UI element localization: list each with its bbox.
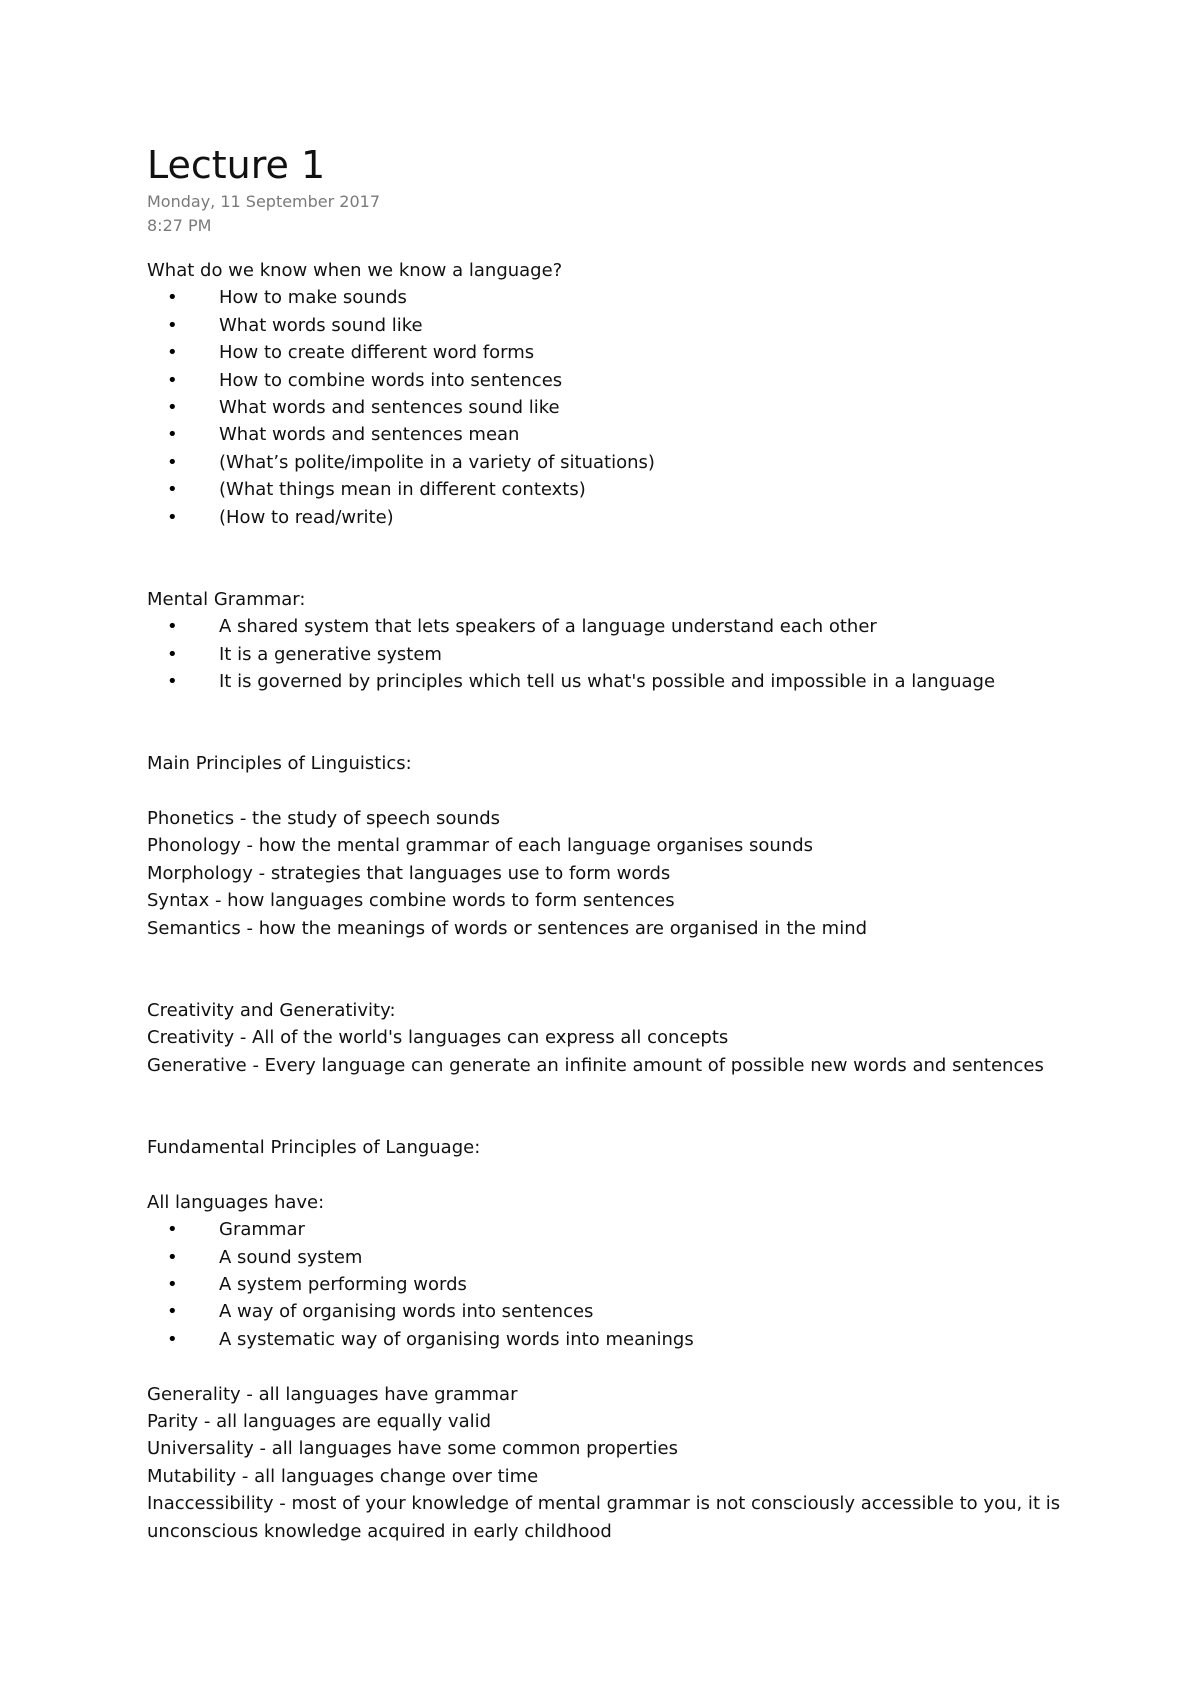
- bullet-list-know-language: [147, 284, 1087, 531]
- list-item: [147, 367, 1087, 394]
- definition-line: Phonetics - the study of speech sounds: [147, 808, 500, 830]
- definition-line: Inaccessibility - most of your knowledge of mental grammar is not consciously accessible to you, it is unconscious knowledge acquired in early childhood: [147, 1493, 1061, 1542]
- list-item: [147, 312, 1087, 339]
- definition-line: Parity - all languages are equally valid: [147, 1410, 492, 1432]
- list-item-text: A way of organising words into sentences: [219, 1301, 594, 1323]
- spacer: [147, 531, 1087, 586]
- list-item-text: What words sound like: [219, 314, 423, 336]
- bullet-icon: •: [167, 1246, 178, 1268]
- definition-line: Semantics - how the meanings of words or sentences are organised in the mind: [147, 917, 868, 939]
- bullet-list-mental-grammar: [147, 613, 1087, 695]
- list-item-text: How to combine words into sentences: [219, 369, 563, 391]
- page-content: [147, 140, 1087, 1545]
- list-item: [147, 1298, 1087, 1325]
- definition-line: Creativity - All of the world's languages can express all concepts: [147, 1027, 729, 1049]
- list-item-text: A system performing words: [219, 1273, 467, 1295]
- bullet-icon: •: [167, 671, 178, 693]
- bullet-icon: •: [167, 643, 178, 665]
- list-item: [147, 504, 1087, 531]
- bullet-icon: •: [167, 1328, 178, 1350]
- section-heading-creativity: Creativity and Generativity:: [147, 999, 396, 1021]
- list-item: [147, 339, 1087, 366]
- bullet-icon: •: [167, 479, 178, 501]
- definition-line: Syntax - how languages combine words to form sentences: [147, 890, 675, 912]
- section-heading-mental-grammar: Mental Grammar:: [147, 588, 306, 610]
- list-item-text: It is a generative system: [219, 643, 442, 665]
- list-item-text: (What’s polite/impolite in a variety of situations): [219, 451, 655, 473]
- definition-line: Generative - Every language can generate an infinite amount of possible new words and sentences: [147, 1054, 1044, 1076]
- list-item-text: A shared system that lets speakers of a language understand each other: [219, 616, 877, 638]
- spacer: [147, 1353, 1087, 1380]
- section-heading-principles-linguistics: Main Principles of Linguistics:: [147, 753, 412, 775]
- page-date: Monday, 11 September 2017: [147, 192, 381, 211]
- list-item: [147, 1244, 1087, 1271]
- bullet-icon: •: [167, 287, 178, 309]
- list-item: [147, 284, 1087, 311]
- bullet-icon: •: [167, 314, 178, 336]
- list-item-text: A systematic way of organising words into meanings: [219, 1328, 694, 1350]
- spacer: [147, 1079, 1087, 1134]
- list-item-text: Grammar: [219, 1219, 305, 1241]
- spacer: [147, 1161, 1087, 1188]
- spacer: [147, 778, 1087, 805]
- section-heading-fundamental: Fundamental Principles of Language:: [147, 1136, 481, 1158]
- page-title: Lecture 1: [147, 143, 326, 187]
- bullet-icon: •: [167, 451, 178, 473]
- bullet-icon: •: [167, 1273, 178, 1295]
- list-item: [147, 1271, 1087, 1298]
- bullet-icon: •: [167, 397, 178, 419]
- list-item: [147, 476, 1087, 503]
- bullet-icon: •: [167, 506, 178, 528]
- definition-line: Mutability - all languages change over time: [147, 1465, 539, 1487]
- bullet-icon: •: [167, 1301, 178, 1323]
- bullet-icon: •: [167, 424, 178, 446]
- bullet-icon: •: [167, 616, 178, 638]
- list-item-text: What words and sentences sound like: [219, 397, 560, 419]
- list-item: [147, 1216, 1087, 1243]
- spacer: [147, 695, 1087, 750]
- list-item-text: How to create different word forms: [219, 342, 535, 364]
- list-item-text: A sound system: [219, 1246, 363, 1268]
- list-item: [147, 641, 1087, 668]
- list-item-text: What words and sentences mean: [219, 424, 520, 446]
- list-item: [147, 1326, 1087, 1353]
- bullet-icon: •: [167, 369, 178, 391]
- list-item-text: How to make sounds: [219, 287, 407, 309]
- definition-line: Generality - all languages have grammar: [147, 1383, 518, 1405]
- list-item: [147, 668, 1087, 695]
- page-meta: [147, 190, 1087, 238]
- list-item-text: It is governed by principles which tell us what's possible and impossible in a language: [219, 671, 996, 693]
- bullet-icon: •: [167, 1219, 178, 1241]
- definition-line: Phonology - how the mental grammar of each language organises sounds: [147, 835, 814, 857]
- page-time: 8:27 PM: [147, 216, 212, 235]
- section-subheading-all-languages: All languages have:: [147, 1191, 325, 1213]
- list-item-text: (What things mean in different contexts): [219, 479, 586, 501]
- list-item: [147, 394, 1087, 421]
- bullet-icon: •: [167, 342, 178, 364]
- bullet-list-fundamental: [147, 1216, 1087, 1353]
- section-heading-know-language: What do we know when we know a language?: [147, 260, 563, 281]
- list-item: [147, 421, 1087, 448]
- list-item: [147, 449, 1087, 476]
- list-item: [147, 613, 1087, 640]
- definition-line: Morphology - strategies that languages use to form words: [147, 862, 671, 884]
- spacer: [147, 942, 1087, 997]
- list-item-text: (How to read/write): [219, 506, 394, 528]
- definition-line: Universality - all languages have some common properties: [147, 1438, 679, 1460]
